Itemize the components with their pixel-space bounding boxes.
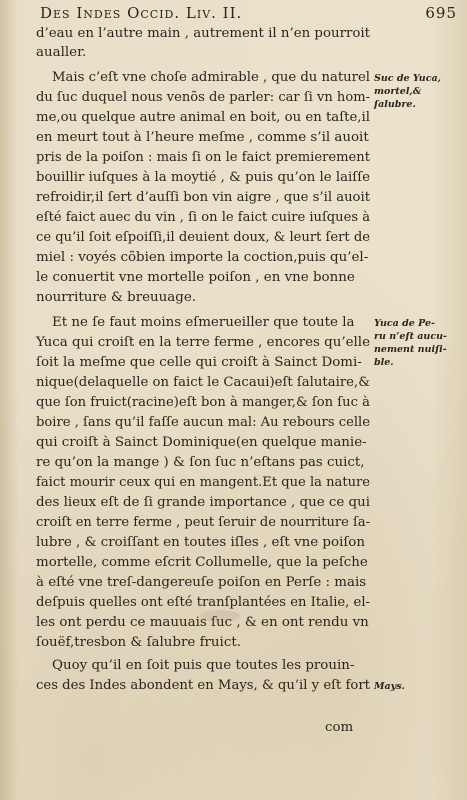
margin-note-line: Yuca de Pe- <box>374 318 435 329</box>
text-line: miel : voyés cõbien importe la coction,puis qu’el- <box>36 250 369 265</box>
text-line: à eſté vne treſ-dangereuſe poiſon en Perſe : mais <box>36 575 367 590</box>
text-line: refroidir,il ſert d’auſſi bon vin aigre , que s’il auoit <box>36 190 370 205</box>
text-line: deſpuis quelles ont eſté tranſplantées en Italie, el- <box>36 595 370 610</box>
text-line: des lieux eſt de ſi grande importance , que ce qui <box>36 495 370 510</box>
text-line: Et ne ſe faut moins eſmerueiller que toute la <box>52 315 355 330</box>
text-line: bouillir iuſques à la moytié , & puis qu’on le laiſſe <box>36 170 370 185</box>
catchword: com <box>325 720 354 735</box>
text-line: me,ou quelque autre animal en boit, ou en taſte,il <box>36 110 370 125</box>
text-line: les ont perdu ce mauuais ſuc , & en ont rendu vn <box>36 615 369 630</box>
text-line: eſté faict auec du vin , ſi on le faict cuire iuſques à <box>36 210 370 225</box>
text-line: que ſon fruict(racine)eſt bon à manger,& ſon ſuc à <box>36 395 370 410</box>
text-line: Yuca qui croiſt en la terre ferme , encores qu’elle <box>36 335 370 350</box>
text-line: Quoy qu’il en ſoit puis que toutes les prouin- <box>52 658 355 673</box>
text-line: du ſuc duquel nous venõs de parler: car ſi vn hom- <box>36 90 370 105</box>
text-line: d’eau en l’autre main , autrement il n’en pourroit <box>36 26 370 41</box>
text-line: nique(delaquelle on faict le Cacaui)eſt ſalutaire,& <box>36 375 370 390</box>
margin-note <box>374 680 464 693</box>
text-line: ces des Indes abondent en Mays, & qu’il y eſt fort <box>36 678 370 693</box>
text-line: en meurt tout à l’heure meſme , comme s’il auoit <box>36 130 369 145</box>
text-line: le conuertit vne mortelle poiſon , en vne bonne <box>36 270 355 285</box>
margin-note-line: mortel,& <box>374 86 422 97</box>
text-line: aualler. <box>36 45 87 60</box>
margin-note-line: nement nuiſi- <box>374 344 447 355</box>
text-line: re qu’on la mange ) & ſon ſuc n’eſtans pas cuict, <box>36 455 365 470</box>
text-line: boire , ſans qu’il faſſe aucun mal: Au rebours celle <box>36 415 370 430</box>
text-line: mortelle, comme eſcrit Collumelle, que la peſche <box>36 555 368 570</box>
text-line: ſoit la meſme que celle qui croiſt à Sainct Domi- <box>36 355 362 370</box>
text-line: Mais c’eſt vne choſe admirable , que du naturel <box>52 70 370 85</box>
margin-note-line: Suc de Yuca, <box>374 73 441 84</box>
margin-note-line: ru n’eſt aucu- <box>374 331 447 342</box>
margin-note <box>374 72 464 111</box>
running-title: Des Indes Occid. Liv. II. <box>40 4 243 22</box>
text-line: nourriture & breuuage. <box>36 290 197 305</box>
text-line: ce qu’il ſoit eſpoiſſi,il deuient doux, & leurt ſert de <box>36 230 370 245</box>
text-line: faict mourir ceux qui en mangent.Et que la nature <box>36 475 370 490</box>
text-line: lubre , & croiſſant en toutes iſles , eſt vne poiſon <box>36 535 365 550</box>
text-line: croiſt en terre ferme , peut ſeruir de nourriture ſa- <box>36 515 370 530</box>
page-header <box>40 4 457 26</box>
margin-note <box>374 317 464 369</box>
text-line: ſouëf,tresbon & ſalubre fruict. <box>36 635 241 650</box>
margin-note-line: Mays. <box>374 681 405 692</box>
text-line: qui croiſt à Sainct Dominique(en quelque manie- <box>36 435 367 450</box>
page-number: 695 <box>425 4 457 22</box>
paper-stain <box>200 610 240 622</box>
margin-note-line: ſalubre. <box>374 99 416 110</box>
margin-note-line: ble. <box>374 357 394 368</box>
text-line: pris de la poiſon : mais ſi on le faict premierement <box>36 150 370 165</box>
